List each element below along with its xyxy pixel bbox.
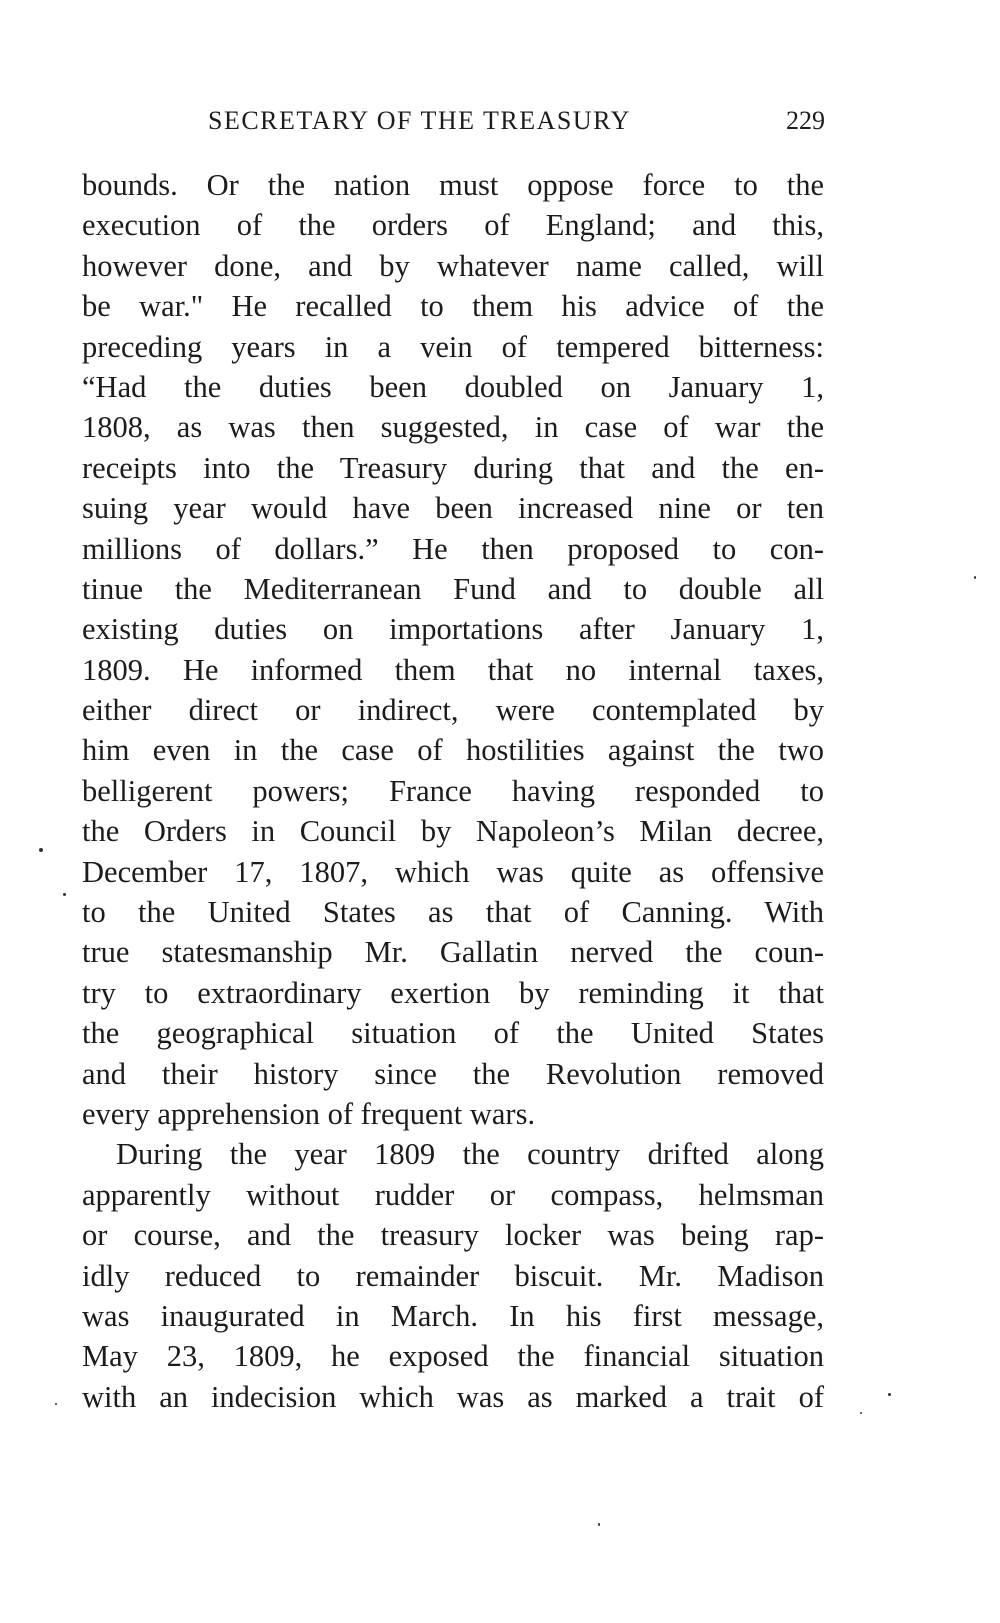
text-line: every apprehension of frequent wars.: [82, 1096, 536, 1131]
text-line: him even in the case of hostilities against the two: [82, 733, 824, 768]
text-line: true statesmanship Mr. Gallatin nerved the coun-: [82, 935, 824, 970]
print-speck: [55, 1403, 57, 1405]
text-line: bounds. Or the nation must oppose force to the: [82, 168, 824, 202]
page-number: 229: [786, 106, 825, 135]
text-line: receipts into the Treasury during that and the en-: [82, 450, 824, 485]
text-line: May 23, 1809, he exposed the financial situation: [82, 1339, 824, 1374]
text-line: with an indecision which was as marked a trait of: [82, 1379, 824, 1414]
text-line: 1808, as was then suggested, in case of war the: [82, 410, 824, 445]
text-line: “Had the duties been doubled on January 1,: [82, 369, 824, 404]
text-line: existing duties on importations after January 1,: [82, 612, 824, 647]
text-line: the geographical situation of the United States: [82, 1016, 824, 1051]
text-line: tinue the Mediterranean Fund and to double all: [82, 571, 824, 606]
running-head: [80, 106, 825, 146]
print-speck: [974, 576, 976, 579]
print-speck: [598, 1523, 600, 1526]
print-speck: [888, 1393, 891, 1396]
text-line: be war." He recalled to them his advice of the: [82, 289, 824, 324]
text-line: and their history since the Revolution removed: [82, 1056, 824, 1091]
text-line: preceding years in a vein of tempered bitterness:: [82, 329, 824, 364]
text-line: suing year would have been increased nine or ten: [82, 491, 824, 526]
text-line: the Orders in Council by Napoleon’s Milan decree,: [82, 814, 824, 849]
print-speck: [860, 1412, 862, 1414]
text-line: try to extraordinary exertion by reminding it that: [82, 975, 824, 1010]
text-line: apparently without rudder or compass, helmsman: [82, 1177, 824, 1212]
text-line: was inaugurated in March. In his first message,: [82, 1298, 824, 1333]
text-line: belligerent powers; France having responded to: [82, 773, 824, 808]
running-title: SECRETARY OF THE TREASURY: [208, 106, 631, 135]
text-line: 1809. He informed them that no internal taxes,: [82, 652, 824, 687]
paragraph: [82, 1134, 824, 1417]
body-text: [82, 165, 824, 1417]
text-line: execution of the orders of England; and this,: [82, 208, 824, 243]
paragraph-continued: [82, 165, 824, 1134]
text-line: however done, and by whatever name called, will: [82, 248, 824, 283]
print-speck: [63, 893, 66, 896]
text-line: either direct or indirect, were contemplated by: [82, 693, 824, 728]
text-line: to the United States as that of Canning. With: [82, 895, 824, 930]
text-line: or course, and the treasury locker was being rap-: [82, 1218, 824, 1253]
text-line: millions of dollars.” He then proposed to con-: [82, 531, 824, 566]
text-line: idly reduced to remainder biscuit. Mr. Madison: [82, 1258, 824, 1293]
text-line: During the year 1809 the country drifted along: [116, 1137, 824, 1172]
print-speck: [39, 848, 43, 852]
text-line: December 17, 1807, which was quite as offensive: [82, 854, 824, 889]
